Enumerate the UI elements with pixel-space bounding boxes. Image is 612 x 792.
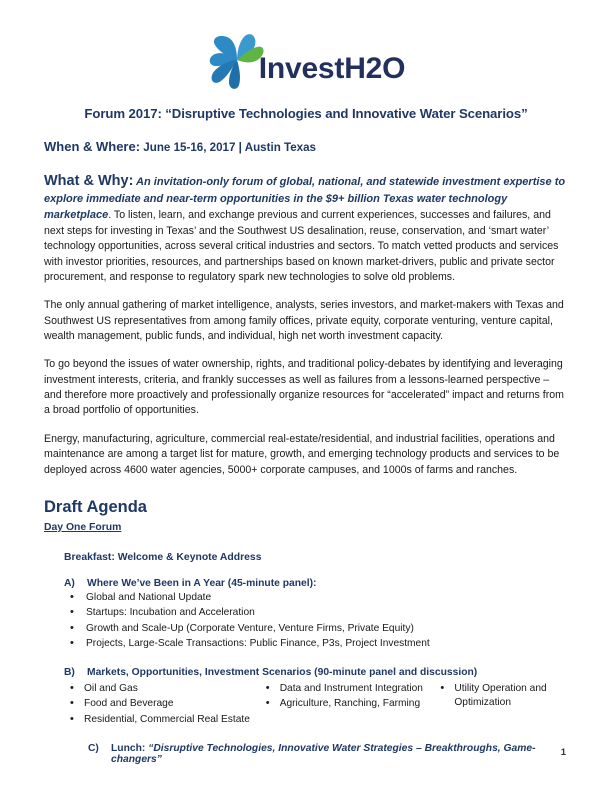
section-a-heading xyxy=(64,578,568,589)
what-why-lead-text: An invitation-only forum of global, national, and statewide investment expertise to explore immediate and near-term opportunities in the $9+ billion Texas water technology marketplace xyxy=(44,176,566,221)
section-a-list xyxy=(64,591,568,652)
section-b-list-2 xyxy=(260,682,435,712)
logo-wordmark: InvestH2O xyxy=(258,52,406,85)
what-why-label: What & Why: xyxy=(44,173,134,189)
agenda-section-a xyxy=(64,578,568,652)
section-b-column-1 xyxy=(64,680,260,727)
list-item: • Startups: Incubation and Acceleration xyxy=(64,606,568,620)
what-why-paragraph xyxy=(44,171,568,285)
section-b-heading xyxy=(64,667,568,678)
page-number: 1 xyxy=(560,747,566,758)
list-item: • Data and Instrument Integration xyxy=(260,682,435,696)
section-b-column-2 xyxy=(260,680,435,727)
section-c-prefix: Lunch: xyxy=(111,743,146,755)
agenda-section-b xyxy=(64,667,568,727)
when-where-line xyxy=(44,139,568,154)
section-b-title: Markets, Opportunities, Investment Scenarios (90-minute panel and discussion) xyxy=(87,666,478,678)
when-where-label: When & Where: xyxy=(44,139,141,154)
agenda-heading: Draft Agenda xyxy=(44,497,147,516)
section-b-column-3 xyxy=(434,680,568,727)
list-item: • Growth and Scale-Up (Corporate Venture, Venture Firms, Private Equity) xyxy=(64,622,568,636)
list-item: • Agriculture, Ranching, Farming xyxy=(260,697,435,711)
body-paragraph-2: To go beyond the issues of water ownership, rights, and traditional policy-debates by identifying and leveraging investment interests, criteria, and frankly successes as well as failures from a lessons-learned perspective – and therefore more proactively and professionally organize resources for “accelerated” impact and returns from a broad portfolio of opportunities. xyxy=(44,358,564,417)
list-item: • Food and Beverage xyxy=(64,697,260,711)
section-b-list-3 xyxy=(434,682,568,711)
what-why-body-text: . To listen, learn, and exchange previous and current experiences, successes and failures, and next steps for investing in Texas’ and the Southwest US desalination, reuse, conservation, and ‘smart water’ technology opportunities, across several critical industries and sectors. To match vetted products and services with investor priorities, resources, and partnerships based on known market-drivers, public and private sector procurement, and response to regulatory spark new technologies to solve old problems. xyxy=(44,208,559,283)
section-a-letter: A) xyxy=(64,577,75,589)
list-item: • Oil and Gas xyxy=(64,682,260,696)
section-c-text xyxy=(111,743,568,765)
list-item: • Utility Operation and Optimization xyxy=(434,682,568,711)
agenda-day-label: Day One Forum xyxy=(44,521,122,533)
section-b-list-1 xyxy=(64,682,260,727)
when-where-value: June 15-16, 2017 | Austin Texas xyxy=(140,141,317,154)
body-paragraph-1: The only annual gathering of market intelligence, analysts, series investors, and market-makers with Texas and Southwest US representatives from among family offices, private equity, corporate venturing, venture capital, wealth management, public funds, and individual, high net worth investment capacity. xyxy=(44,299,564,343)
list-item: • Residential, Commercial Real Estate xyxy=(64,713,260,727)
section-c-letter: C) xyxy=(88,743,99,755)
body-paragraph-3: Energy, manufacturing, agriculture, commercial real-estate/residential, and industrial facilities, operations and maintenance are among a target list for mature, growth, and emerging technology products and services to be deployed across 4600 water agencies, 5000+ corporate campuses, and 1000s of farms and ranches. xyxy=(44,432,560,476)
section-b-letter: B) xyxy=(64,666,75,678)
logo xyxy=(207,33,406,91)
logo-header xyxy=(44,0,568,96)
list-item: • Projects, Large-Scale Transactions: Public Finance, P3s, Project Investment xyxy=(64,637,568,651)
agenda-breakfast-item: Breakfast: Welcome & Keynote Address xyxy=(64,551,262,563)
page-title: Forum 2017: “Disruptive Technologies and Innovative Water Scenarios” xyxy=(84,106,528,121)
section-a-title: Where We’ve Been in A Year (45-minute panel): xyxy=(87,577,317,589)
list-item: • Global and National Update xyxy=(64,591,568,605)
agenda-section-c xyxy=(88,743,568,765)
section-c-quoted-title: “Disruptive Technologies, Innovative Water Strategies – Breakthroughs, Game-changers” xyxy=(111,743,536,766)
section-b-columns xyxy=(64,680,568,727)
